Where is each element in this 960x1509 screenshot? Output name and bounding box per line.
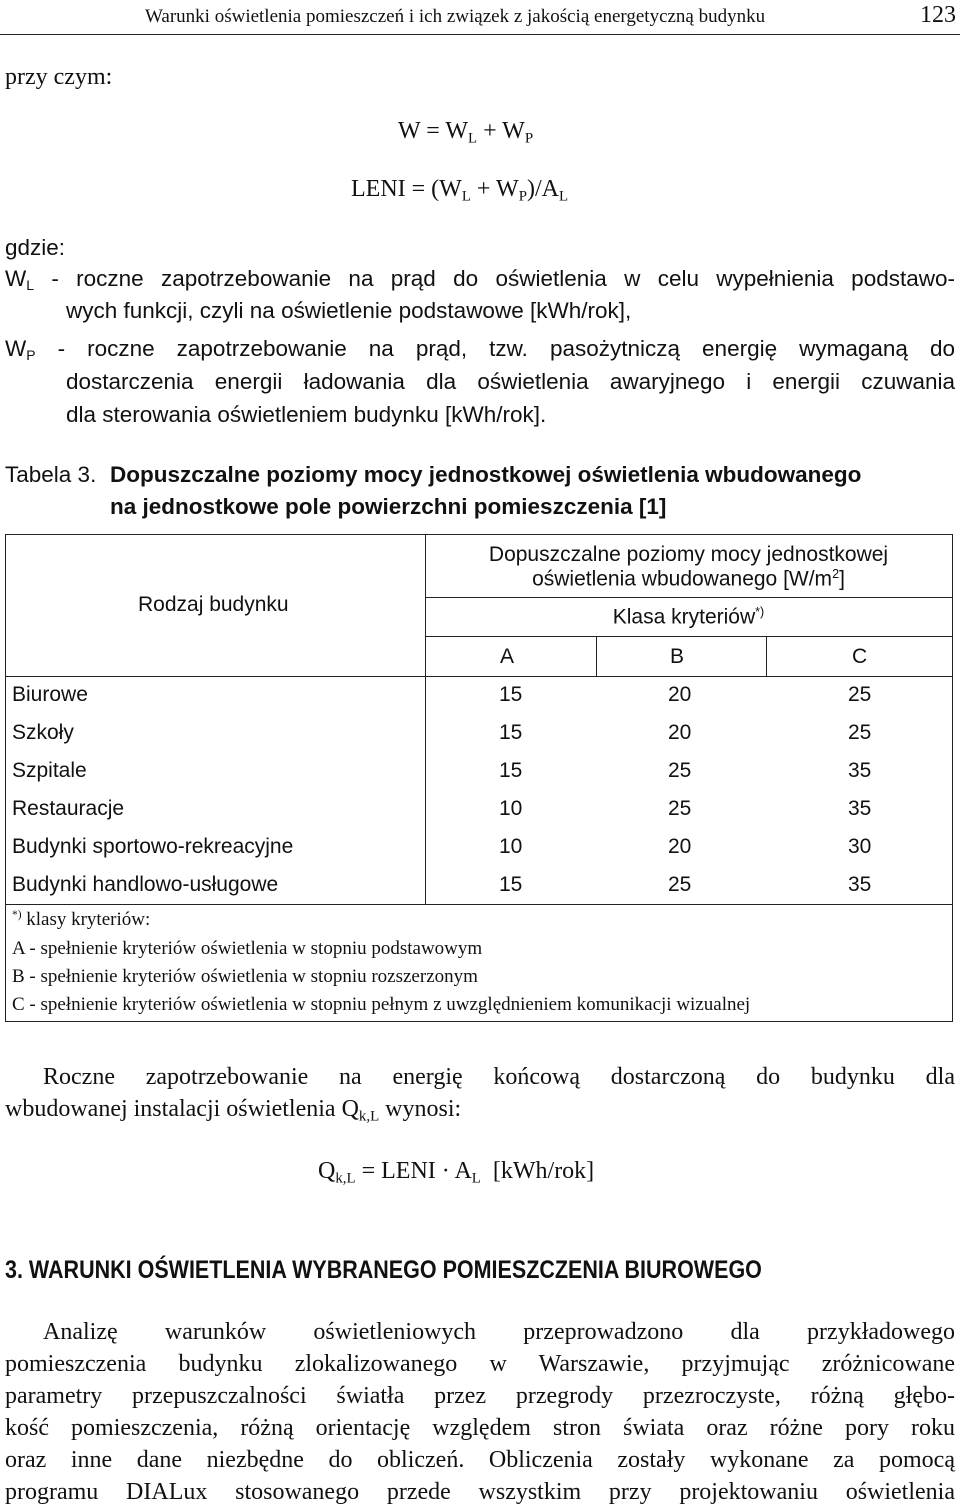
class-c: C — [852, 645, 868, 668]
def-wp-line1: $W_P$ - roczne zapotrzebowanie na prąd, tzw. pasożytniczą energię wymaganą do — [5, 336, 955, 364]
para1-line2: wbudowanej instalacji oświetlenia $Q_{k,L}$ wynosi: — [5, 1096, 462, 1125]
col-power-line1: Dopuszczalne poziomy mocy jednostkowej — [488, 543, 889, 566]
row-value: 15 — [499, 721, 523, 744]
row-value: 35 — [848, 873, 872, 896]
definitions-label: gdzie: — [5, 235, 66, 260]
row-value: 25 — [668, 797, 692, 820]
row-value: 15 — [499, 873, 523, 896]
col-building-type: Rodzaj budynku — [138, 593, 289, 616]
def-wp-line3: dla sterowania oświetleniem budynku [kWh/rok]. — [66, 402, 547, 427]
col-power-line2: oświetlenia wbudowanego $[W/m^2]$ — [532, 567, 845, 591]
def-wp-line2: dostarczenia energii ładowania dla oświetlenia awaryjnego i energii czuwania — [66, 369, 955, 394]
class-b: B — [670, 645, 685, 668]
table-caption-prefix: Tabela 3. — [5, 462, 97, 487]
para2-line: Analizę warunków oświetleniowych przeprowadzono dla przykładowego — [43, 1319, 955, 1345]
row-value: 25 — [668, 873, 692, 896]
footnote-a: A - spełnienie kryteriów oświetlenia w stopniu podstawowym — [12, 938, 483, 959]
row-name: Biurowe — [12, 683, 88, 706]
intro-label: przy czym: — [5, 64, 113, 90]
row-value: 25 — [848, 683, 872, 706]
para2-line: pomieszczenia budynku zlokalizowanego w Warszawie, przyjmując zróżnicowane — [5, 1351, 955, 1377]
footnote-title: *) klasy kryteriów: — [12, 909, 151, 930]
running-header — [0, 0, 960, 35]
section-heading: 3. WARUNKI OŚWIETLENIA WYBRANEGO POMIESZCZENIA BIUROWEGO — [5, 1256, 762, 1284]
row-value: 15 — [499, 759, 523, 782]
row-value: 30 — [848, 835, 872, 858]
para2-line: oraz inne dane niezbędne do obliczeń. Obliczenia zostały wykonane za pomocą — [5, 1447, 955, 1473]
criteria-table — [5, 534, 953, 1022]
row-value: 20 — [668, 721, 692, 744]
row-value: 25 — [668, 759, 692, 782]
para2 — [5, 1316, 955, 1508]
formula-leni: LENI = $(W_L + W_P)/A_L$ — [351, 176, 569, 205]
page-number: 123 — [920, 2, 956, 28]
row-value: 35 — [848, 797, 872, 820]
row-name: Restauracje — [12, 797, 125, 820]
header-title: Warunki oświetlenia pomieszczeń i ich związek z jakością energetyczną budynku — [145, 6, 766, 27]
row-name: Szkoły — [12, 721, 74, 744]
footnote-c: C - spełnienie kryteriów oświetlenia w stopniu pełnym z uwzględnieniem komunikacji wizualnej — [12, 994, 751, 1015]
para2-line: kość pomieszczenia, różną orientację względem stron świata oraz różne pory roku — [5, 1415, 955, 1441]
def-wl-line1: $W_L$ - roczne zapotrzebowanie na prąd do oświetlenia w celu wypełnienia podstawo- — [5, 266, 955, 294]
row-value: 10 — [499, 835, 523, 858]
table-caption-line1: Dopuszczalne poziomy mocy jednostkowej oświetlenia wbudowanego — [110, 462, 862, 487]
def-wl-line2: wych funkcji, czyli na oświetlenie podstawowe [kWh/rok], — [66, 298, 632, 323]
row-name: Budynki sportowo-rekreacyjne — [12, 835, 294, 858]
row-value: 25 — [848, 721, 872, 744]
class-a: A — [500, 645, 515, 668]
row-value: 15 — [499, 683, 523, 706]
row-name: Szpitale — [12, 759, 87, 782]
row-value: 35 — [848, 759, 872, 782]
para2-line: programu DIALux stosowanego przede wszystkim przy projektowaniu oświetlenia — [5, 1479, 955, 1505]
table-caption-line2: na jednostkowe pole powierzchni pomieszczenia [1] — [110, 494, 667, 519]
row-value: 20 — [668, 683, 692, 706]
formula-qkl: $Q_{k,L}$ = LENI · $A_L$ [kWh/rok] — [318, 1158, 595, 1187]
col-class: Klasa kryteriów*) — [612, 605, 765, 629]
row-name: Budynki handlowo-usługowe — [12, 873, 279, 896]
para1-line1: Roczne zapotrzebowanie na energię końcową dostarczoną do budynku dla — [43, 1064, 955, 1090]
footnote-b: B - spełnienie kryteriów oświetlenia w stopniu rozszerzonym — [12, 966, 478, 987]
row-value: 10 — [499, 797, 523, 820]
para2-line: parametry przepuszczalności światła przez przegrody przezroczyste, różną głębo- — [5, 1383, 955, 1409]
row-value: 20 — [668, 835, 692, 858]
formula-w: $W = W_L + W_P$ — [398, 118, 534, 147]
